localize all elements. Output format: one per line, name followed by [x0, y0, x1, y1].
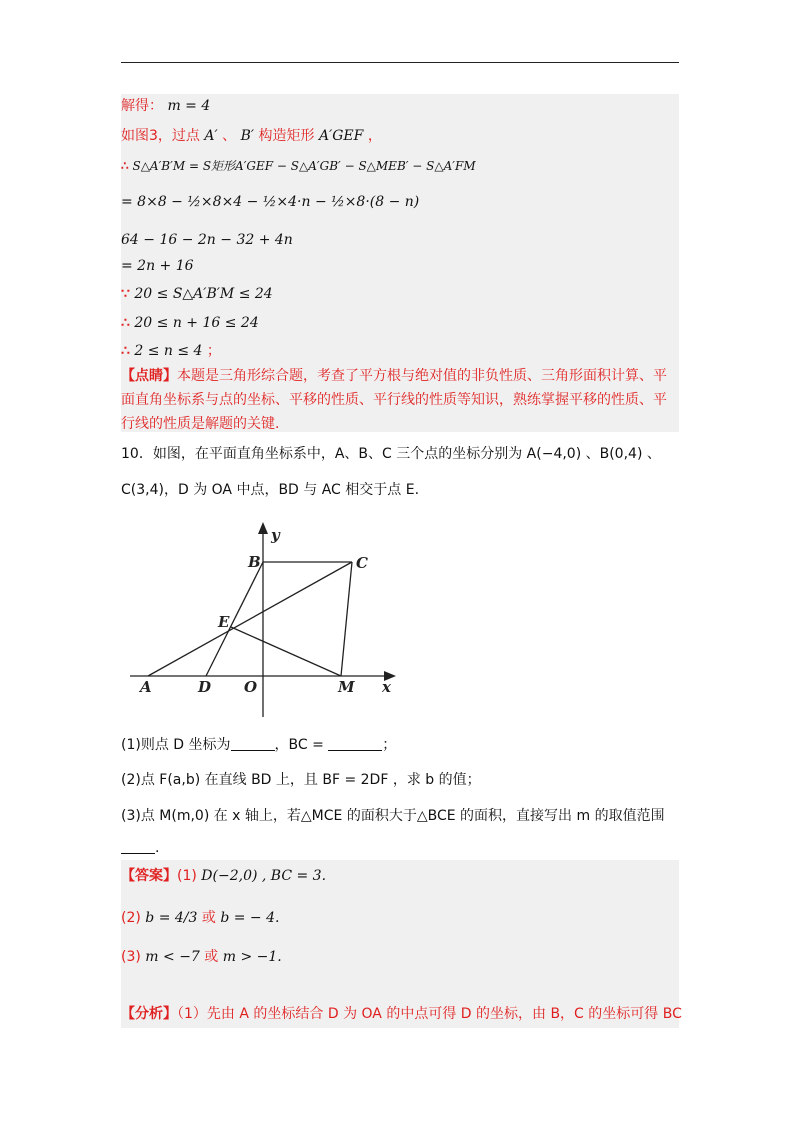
question-3: (3)点 M(m,0) 在 x 轴上，若△MCE 的面积大于△BCE 的面积，直接写出 m 的取值范围 — [121, 808, 665, 824]
label-M: M — [338, 678, 355, 696]
label-E: E — [218, 613, 230, 631]
answer-blank-bc[interactable] — [328, 736, 382, 751]
answer-blank-m[interactable] — [121, 839, 155, 854]
question-3-line-2: . — [121, 838, 159, 858]
solution-line-6: = 2n + 16 — [121, 258, 194, 274]
label-O: O — [244, 678, 258, 696]
solution-line-2: 如图3，过点 A′ 、 B′ 构造矩形 A′GEF ， — [121, 128, 382, 144]
comment-line-2: 面直角坐标系与点的坐标、平移的性质、平行线的性质等知识，熟练掌握平移的性质、平 — [121, 392, 667, 408]
question-2: (2)点 F(a,b) 在直线 BD 上，且 BF = 2DF ，求 b 的值； — [121, 772, 481, 788]
label-D: D — [198, 678, 212, 696]
answer-blank-d[interactable] — [231, 736, 275, 751]
comment-line-3: 行线的性质是解题的关键. — [121, 416, 280, 432]
label-y: y — [271, 526, 280, 544]
segment-BD — [206, 562, 263, 676]
comment-line-1: 【点睛】本题是三角形综合题，考查了平方根与绝对值的非负性质、三角形面积计算、平 — [121, 368, 667, 384]
segment-EM — [231, 627, 341, 676]
analysis-line-1: 【分析】（1）先由 A 的坐标结合 D 为 OA 的中点可得 D 的坐标，由 B，C 的坐标可得 BC — [121, 1006, 682, 1022]
solution-line-8: ∴ 20 ≤ n + 16 ≤ 24 — [121, 315, 259, 331]
solution-line-9: ∴ 2 ≤ n ≤ 4 ； — [121, 343, 221, 359]
coordinate-figure — [130, 522, 400, 722]
header-rule — [121, 62, 679, 63]
solution-line-5: 64 − 16 − 2n − 32 + 4n — [121, 232, 293, 248]
problem-line-2: C(3,4)，D 为 OA 中点，BD 与 AC 相交于点 E. — [121, 482, 420, 498]
answer-line-3: (3) m < −7 或 m > −1. — [121, 949, 282, 965]
solution-line-7: ∵ 20 ≤ S△A′B′M ≤ 24 — [121, 286, 273, 302]
solution-line-4: = 8×8 − ½×8×4 − ½×4·n − ½×8·(8 − n) — [121, 194, 420, 210]
label-B: B — [248, 553, 261, 571]
answer-line-2: (2) b = 4/3 或 b = − 4. — [121, 910, 280, 926]
solution-line-3: ∴ S△A′B′M = S矩形A′GEF − S△A′GB′ − S△MEB′ − S△A′FM — [121, 159, 476, 173]
answer-line-1: 【答案】(1) D(−2,0) , BC = 3. — [121, 868, 327, 884]
problem-line-1: 10．如图，在平面直角坐标系中，A、B、C 三个点的坐标分别为 A(−4,0) 、B(0,4) 、 — [121, 446, 661, 462]
label-A: A — [140, 678, 152, 696]
solution-line-1: 解得： m = 4 — [121, 98, 211, 114]
question-1: (1)则点 D 坐标为 ，BC = ； — [121, 737, 397, 753]
label-x: x — [382, 678, 391, 696]
segment-CM — [341, 562, 352, 676]
segment-AC — [148, 562, 352, 676]
label-C: C — [356, 554, 368, 572]
y-axis-arrow — [258, 522, 268, 534]
